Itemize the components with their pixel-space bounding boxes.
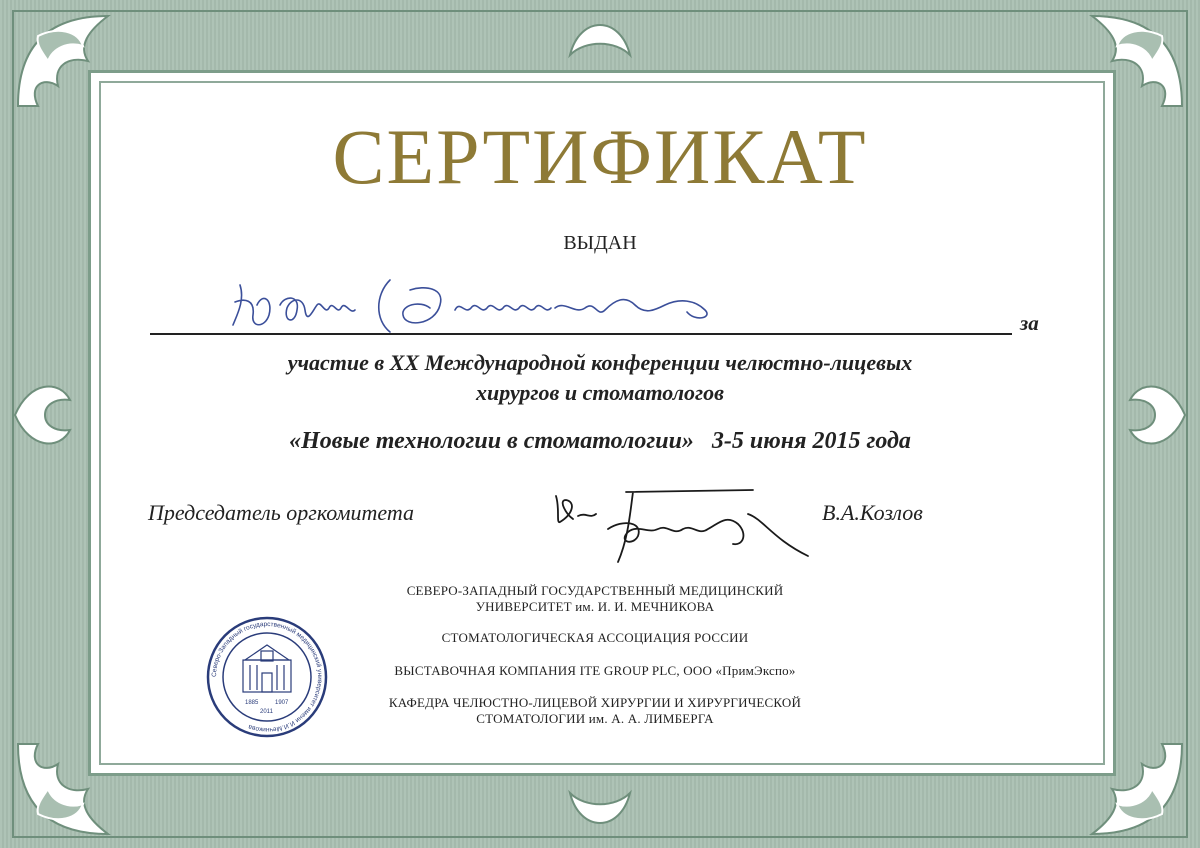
seal-year-right: 1907 [275,700,289,706]
organization-3: ВЫСТАВОЧНАЯ КОМПАНИЯ ITE GROUP PLC, ООО «ПримЭкспо» [394,663,796,678]
organization-2: СТОМАТОЛОГИЧЕСКАЯ АССОЦИАЦИЯ РОССИИ [441,630,749,645]
certificate-title: СЕРТИФИКАТ [332,113,868,200]
organization-4: КАФЕДРА ЧЕЛЮСТНО-ЛИЦЕВОЙ ХИРУРГИИ И ХИРУРГИЧЕСКОЙ СТОМАТОЛОГИИ им. А. А. ЛИМБЕРГА [388,695,802,726]
bottom-center-ornament-icon [565,788,635,848]
chair-label: Председатель оргкомитета [148,500,415,525]
body-line-1: участие в XX Международной конференции челюстно-лицевых [287,350,913,375]
body-line-2: хирургов и стоматологов [476,380,724,405]
recipient-underline [150,333,1012,335]
seal-year-left: 1885 [245,700,259,706]
seal-ring-text: Северо-Западный государственный медицинский университет имени И.И.Мечникова [210,620,324,734]
handwritten-signature-icon [548,484,818,574]
organization-1: СЕВЕРО-ЗАПАДНЫЙ ГОСУДАРСТВЕННЫЙ МЕДИЦИНСКИЙ УНИВЕРСИТЕТ им. И. И. МЕЧНИКОВА [406,583,784,614]
chair-name: В.А.Козлов [822,500,923,525]
for-label: за [1020,311,1039,335]
event-line: «Новые технологии в стоматологии» 3-5 июня 2015 года [289,428,911,454]
seal-year-bottom: 2011 [260,709,273,715]
recipient-handwritten-name [225,270,745,340]
top-center-ornament-icon [565,0,635,60]
issued-label: ВЫДАН [563,232,637,254]
